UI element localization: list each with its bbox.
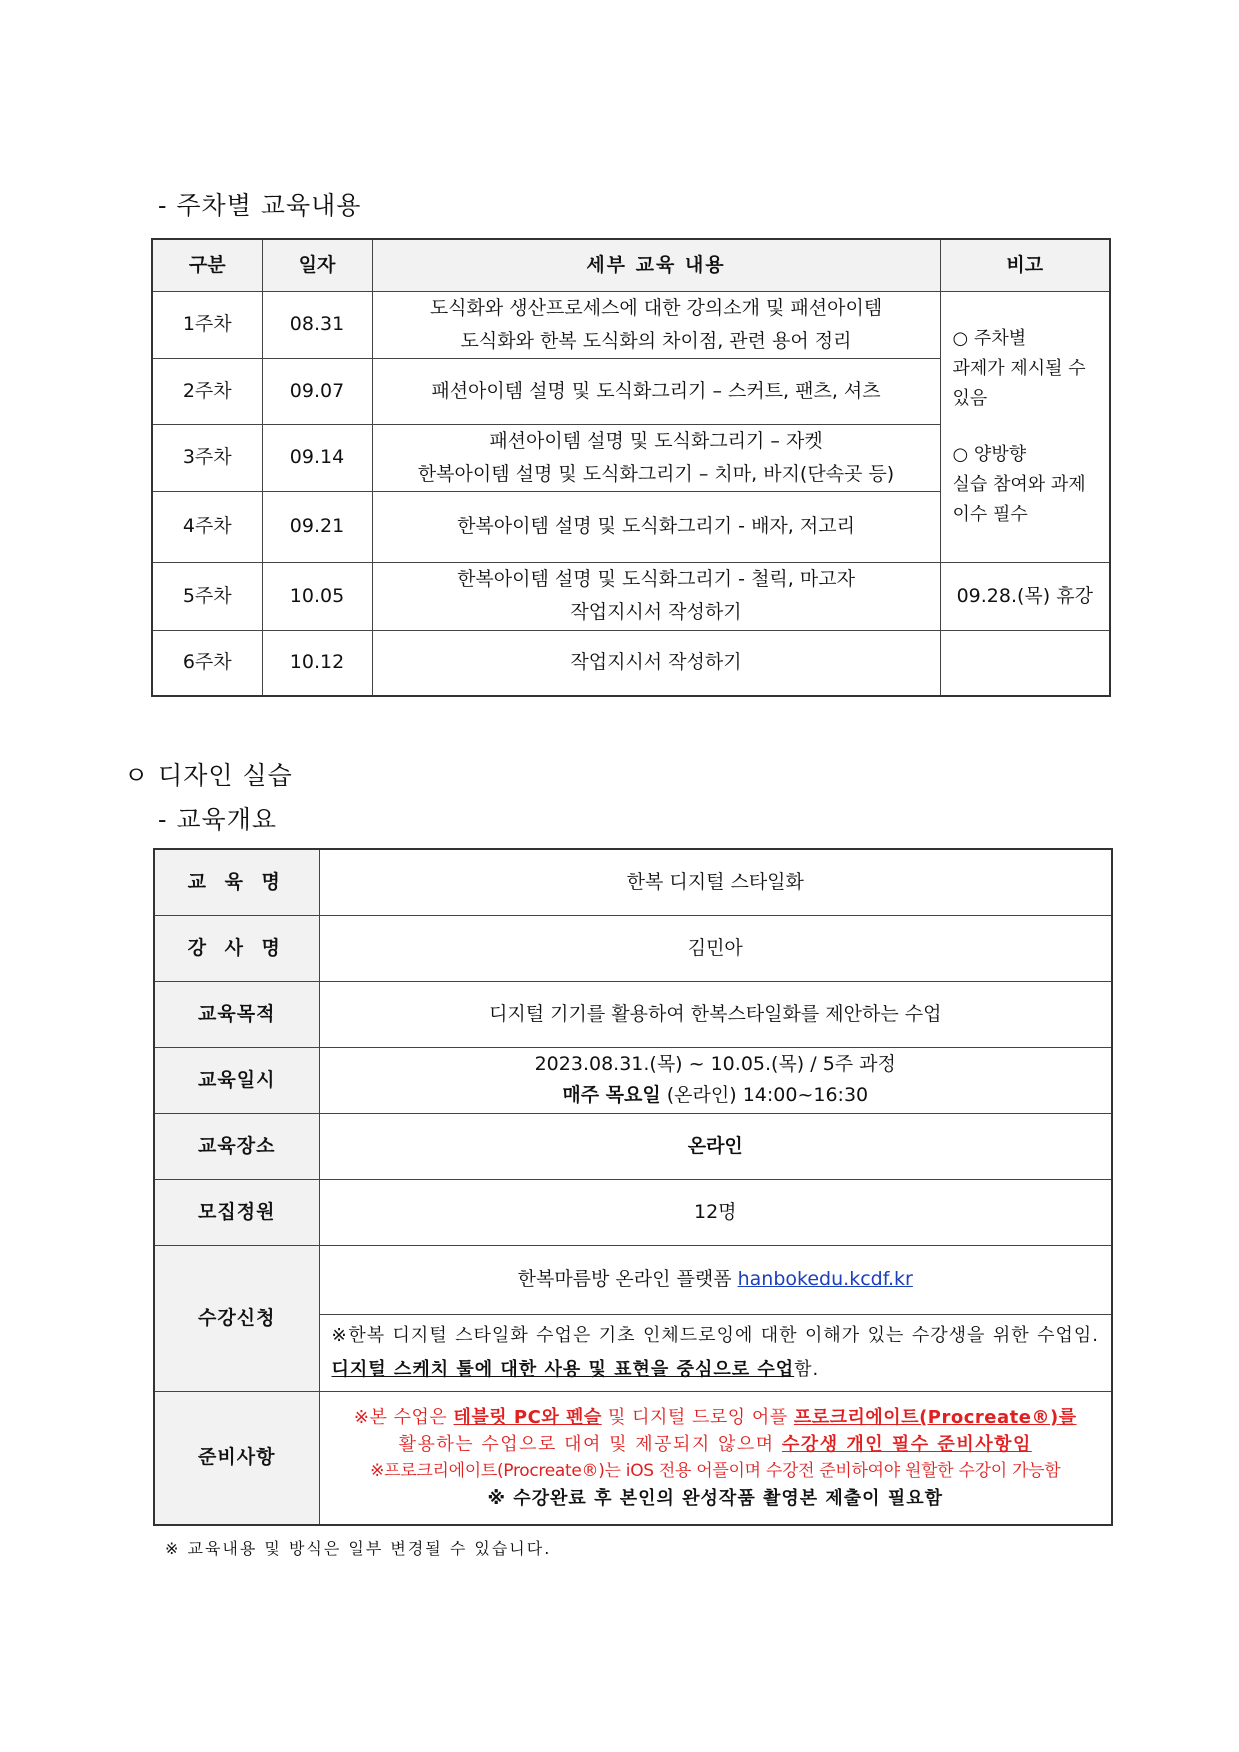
note-line: 이수 필수 — [952, 503, 1028, 525]
date-cell: 10.05 — [262, 562, 372, 630]
table-row — [152, 291, 1110, 358]
table-row — [154, 915, 1112, 981]
course-name: 한복 디지털 스타일화 — [319, 849, 1112, 915]
schedule-hours: (온라인) 14:00~16:30 — [660, 1084, 869, 1106]
week-cell: 3주차 — [152, 424, 262, 491]
table-row — [154, 1113, 1112, 1179]
content-cell — [372, 630, 940, 696]
capacity-value: 12명 — [319, 1179, 1112, 1245]
overview-table — [153, 848, 1113, 1526]
prep-emphasis: 테블릿 PC와 펜슬 — [453, 1406, 602, 1428]
label-place: 교육장소 — [154, 1113, 319, 1179]
note-line: ○ 주차별 — [952, 327, 1027, 349]
content-cell — [372, 291, 940, 358]
apply-note-intro: ※한복 디지털 스타일화 수업은 기초 인체드로잉에 대한 이해가 있는 수강생을 위한 수업임. — [331, 1324, 1099, 1346]
prep-text: 및 디지털 드로잉 어플 — [601, 1406, 794, 1428]
note-cell-week5: 09.28.(목) 휴강 — [940, 562, 1110, 630]
content-line: 작업지시서 작성하기 — [570, 601, 742, 623]
schedule-time — [326, 1080, 1106, 1111]
weekly-table — [151, 238, 1111, 697]
content-line: 패션아이템 설명 및 도식화그리기 – 스커트, 팬츠, 셔츠 — [431, 379, 881, 402]
label-apply: 수강신청 — [154, 1245, 319, 1391]
date-cell: 08.31 — [262, 291, 372, 358]
table-row — [152, 562, 1110, 630]
table-row — [154, 849, 1112, 915]
week-cell: 6주차 — [152, 630, 262, 696]
table-row — [154, 1391, 1112, 1525]
table-row — [154, 1179, 1112, 1245]
note-line: 과제가 제시될 수 — [952, 357, 1086, 379]
note-line: 있음 — [952, 387, 988, 409]
date-cell: 09.07 — [262, 358, 372, 424]
label-preparation: 준비사항 — [154, 1391, 319, 1525]
note-cell-merged — [940, 291, 1110, 562]
weekly-heading: - 주차별 교육내용 — [158, 191, 362, 220]
content-line: 패션아이템 설명 및 도식화그리기 – 자켓 — [489, 429, 823, 452]
content-cell — [372, 424, 940, 491]
prep-line-3: ※프로크리에이트(Procreate®)는 iOS 전용 어플이며 수강전 준비하여야 원할한 수강이 가능함 — [370, 1460, 1061, 1481]
content-line: 작업지시서 작성하기 — [570, 651, 742, 674]
label-course-name: 교 육 명 — [154, 849, 319, 915]
date-cell: 10.12 — [262, 630, 372, 696]
schedule-cell — [319, 1047, 1112, 1113]
table-row — [152, 630, 1110, 696]
content-line: 한복아이템 설명 및 도식화그리기 – 치마, 바지(단속곳 등) — [417, 462, 895, 485]
week-cell: 2주차 — [152, 358, 262, 424]
date-cell: 09.14 — [262, 424, 372, 491]
apply-cell — [319, 1245, 1112, 1314]
prep-emphasis: 를 — [1058, 1406, 1077, 1428]
footnote: ※ 교육내용 및 방식은 일부 변경될 수 있습니다. — [165, 1539, 552, 1558]
label-schedule: 교육일시 — [154, 1047, 319, 1113]
note-line: 실습 참여와 과제 — [952, 473, 1086, 495]
week-cell: 4주차 — [152, 491, 262, 562]
purpose-text: 디지털 기기를 활용하여 한복스타일화를 제안하는 수업 — [319, 981, 1112, 1047]
header-date: 일자 — [262, 239, 372, 291]
schedule-dates: 2023.08.31.(목) ~ 10.05.(목) / 5주 과정 — [534, 1053, 896, 1075]
prep-emphasis: 프로크리에이트(Procreate®) — [793, 1406, 1059, 1428]
content-cell — [372, 562, 940, 630]
place-value: 온라인 — [319, 1113, 1112, 1179]
design-heading: ㅇ 디자인 실습 — [124, 761, 293, 790]
header-note: 비고 — [940, 239, 1110, 291]
note-line: ○ 양방향 — [952, 443, 1027, 465]
label-capacity: 모집정원 — [154, 1179, 319, 1245]
apply-note-emphasis: 디지털 스케치 툴에 대한 사용 및 표현을 중심으로 수업 — [331, 1358, 795, 1380]
header-content: 세부 교육 내용 — [372, 239, 940, 291]
apply-text: 한복마름방 온라인 플랫폼 — [517, 1268, 738, 1290]
header-division: 구분 — [152, 239, 262, 291]
apply-note — [319, 1314, 1112, 1391]
prep-line-4: ※ 수강완료 후 본인의 완성작품 촬영본 제출이 필요함 — [487, 1487, 943, 1509]
table-row — [154, 1245, 1112, 1314]
table-row — [154, 1047, 1112, 1113]
prep-text: ※본 수업은 — [353, 1406, 454, 1428]
week-cell: 1주차 — [152, 291, 262, 358]
preparation-cell — [319, 1391, 1112, 1525]
apply-note-end: 함. — [794, 1358, 820, 1380]
design-subheading: - 교육개요 — [158, 805, 277, 834]
apply-link[interactable]: hanbokedu.kcdf.kr — [737, 1268, 913, 1290]
label-instructor: 강 사 명 — [154, 915, 319, 981]
content-line: 한복아이템 설명 및 도식화그리기 - 배자, 저고리 — [457, 515, 855, 537]
table-row — [154, 981, 1112, 1047]
prep-text: 활용하는 수업으로 대여 및 제공되지 않으며 — [398, 1433, 782, 1455]
schedule-weekday: 매주 목요일 — [562, 1084, 661, 1106]
label-purpose: 교육목적 — [154, 981, 319, 1047]
week-cell: 5주차 — [152, 562, 262, 630]
content-line: 도식화와 한복 도식화의 차이점, 관련 용어 정리 — [460, 329, 852, 352]
prep-line-1 — [328, 1404, 1104, 1431]
prep-line-2 — [328, 1431, 1104, 1458]
date-cell: 09.21 — [262, 491, 372, 562]
instructor-name: 김민아 — [319, 915, 1112, 981]
prep-emphasis: 수강생 개인 필수 준비사항임 — [781, 1433, 1032, 1455]
content-cell — [372, 491, 940, 562]
content-cell — [372, 358, 940, 424]
content-line: 도식화와 생산프로세스에 대한 강의소개 및 패션아이템 — [429, 296, 883, 319]
note-cell-week6 — [940, 630, 1110, 696]
content-line: 한복아이템 설명 및 도식화그리기 - 철릭, 마고자 — [457, 568, 855, 590]
